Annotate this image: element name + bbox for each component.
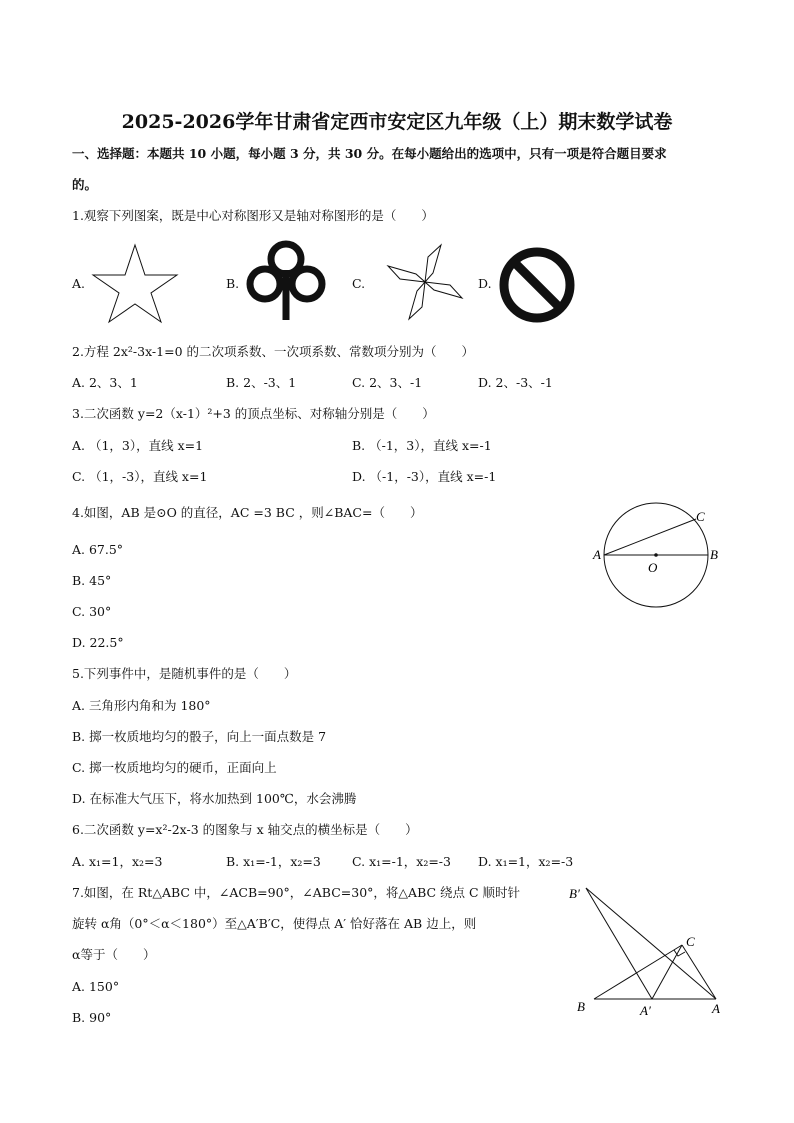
q6-option-b: B. x₁=-1，x₂=3 [226,854,321,869]
q5-option-c: C. 掷一枚质地均匀的硬币，正面向上 [72,760,277,775]
q3-option-b: B. （-1，3），直线 x=-1 [352,438,492,453]
q4-label-c: C [696,509,705,524]
q5-option-d: D. 在标准大气压下，将水加热到 100℃，水会沸腾 [72,791,357,806]
q7-stem-line2: 旋转 α角（0°＜α＜180°）至△A′B′C，使得点 A′ 恰好落在 AB 边上，则 [72,916,477,931]
q5-option-a: A. 三角形内角和为 180° [72,698,211,713]
q4-option-c: C. 30° [72,604,112,619]
section-heading: 一、选择题：本题共 10 小题，每小题 3 分，共 30 分。在每小题给出的选项中，只有一项是符合题目要求 [72,146,667,161]
section-heading-cont: 的。 [72,177,98,192]
q7-stem-line1: 7.如图，在 Rt△ABC 中，∠ACB=90°，∠ABC=30°，将△ABC 绕点 C 顺时针 [72,885,521,900]
q4-option-a: A. 67.5° [72,542,124,557]
q6-stem: 6.二次函数 y=x²-2x-3 的图象与 x 轴交点的横坐标是（ ） [72,822,418,837]
q1-option-a: A. [72,276,86,291]
q2-option-a: A. 2、3、1 [72,375,138,390]
q3-stem: 3.二次函数 y=2（x-1）²+3 的顶点坐标、对称轴分别是（ ） [72,406,435,421]
q3-option-d: D. （-1，-3），直线 x=-1 [352,469,497,484]
q6-option-d: D. x₁=1，x₂=-3 [478,854,574,869]
q4-label-b: B [710,547,718,562]
q3-option-c: C. （1，-3），直线 x=1 [72,469,208,484]
q7-label-a-prime: A′ [640,1003,651,1018]
q1-option-b: B. [226,276,240,291]
q7-option-b: B. 90° [72,1010,112,1025]
q7-label-b: B [577,999,585,1014]
q7-stem-line3: α等于（ ） [72,947,156,962]
circle-figure [590,500,720,612]
q6-option-c: C. x₁=-1，x₂=-3 [352,854,451,869]
q2-option-b: B. 2、-3、1 [226,375,297,390]
rotation-triangle-figure [566,880,732,1020]
q4-option-d: D. 22.5° [72,635,124,650]
q1-option-c: C. [352,276,366,291]
q2-stem: 2.方程 2x²-3x-1=0 的二次项系数、一次项系数、常数项分别为（ ） [72,344,474,359]
q7-label-a: A [712,1001,720,1016]
q4-label-o: O [648,560,658,575]
star-figure [90,242,180,324]
q3-option-a: A. （1，3），直线 x=1 [72,438,204,453]
page-title: 2025-2026学年甘肃省定西市安定区九年级（上）期末数学试卷 [121,111,673,133]
q4-option-b: B. 45° [72,573,112,588]
q5-option-b: B. 掷一枚质地均匀的骰子，向上一面点数是 7 [72,729,327,744]
q6-option-a: A. x₁=1，x₂=3 [72,854,163,869]
no-sign-figure [498,246,576,324]
q7-label-c: C [686,934,695,949]
q2-option-c: C. 2、3、-1 [352,375,423,390]
q5-stem: 5.下列事件中，是随机事件的是（ ） [72,666,297,681]
q4-label-a: A [593,547,601,562]
q1-stem: 1.观察下列图案，既是中心对称图形又是轴对称图形的是（ ） [72,208,434,223]
q7-label-b-prime: B′ [569,886,580,901]
trefoil-figure [244,240,328,322]
q1-option-d: D. [478,276,492,291]
q4-stem: 4.如图，AB 是⊙O 的直径，AC =3 BC ，则∠BAC=（ ） [72,505,423,520]
pinwheel-figure [385,242,465,322]
q2-option-d: D. 2、-3、-1 [478,375,553,390]
q7-option-a: A. 150° [72,979,120,994]
